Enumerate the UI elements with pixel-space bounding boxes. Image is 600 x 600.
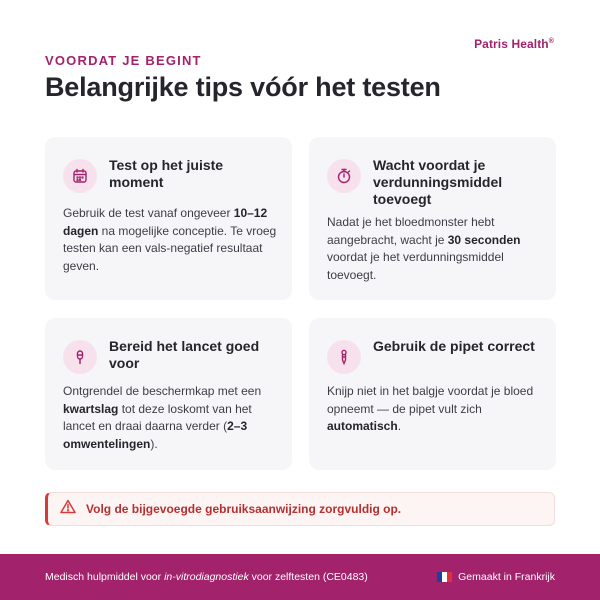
pipette-icon [327, 340, 361, 374]
footer [0, 554, 600, 600]
card-body: Gebruik de test vanaf ongeveer 10–12 dagen na mogelijke conceptie. Te vroeg testen kan een vals-negatief resultaat geven. [63, 206, 277, 273]
footer-origin [437, 571, 555, 583]
card-title: Test op het juiste moment [109, 157, 224, 190]
card-body: Nadat je het bloedmonster hebt aangebracht, wacht je 30 seconden voordat je het verdunningsmiddel toevoegt. [327, 215, 521, 282]
card-body: Knijp niet in het balgje voordat je bloed opneemt — de pipet vult zich automatisch. [327, 384, 534, 433]
highlight-quarter-turn: kwartslag [63, 401, 119, 416]
lancet-icon [63, 340, 97, 374]
tip-card-lancet [45, 318, 292, 470]
made-in-label: Gemaakt in Frankrijk [458, 571, 555, 583]
footer-regulatory-text: Medisch hulpmiddel voor in-vitrodiagnostiek voor zelftesten (CE0483) [45, 571, 368, 583]
registered-mark: ® [548, 38, 554, 45]
highlight-days: 10–12 dagen [63, 206, 268, 238]
eyebrow-label: VOORDAT JE BEGINT [45, 53, 202, 68]
tip-card-timing [45, 137, 292, 300]
brand-logo [474, 37, 554, 51]
highlight-automatic: automatisch [327, 419, 398, 433]
ivd-term: in-vitrodiagnostiek [164, 571, 249, 583]
highlight-rotations: 2–3 omwentelingen [63, 419, 248, 451]
card-title: Wacht voordat je verdunningsmiddel toevoegt [373, 157, 503, 207]
warning-triangle-icon [60, 499, 76, 519]
tip-card-wait [309, 137, 556, 300]
card-title: Bereid het lancet goed voor [109, 338, 260, 371]
warning-text: Volg de bijgevoegde gebruiksaanwijzing zorgvuldig op. [86, 502, 402, 516]
page-title: Belangrijke tips vóór het testen [45, 72, 441, 102]
card-title: Gebruik de pipet correct [373, 338, 535, 354]
france-flag-icon [437, 572, 452, 582]
highlight-seconds: 30 seconden [447, 232, 521, 247]
warning-banner [45, 492, 555, 526]
card-body: Ontgrendel de beschermkap met een kwartslag tot deze loskomt van het lancet en draai daarna verder (2–3 omwentelingen). [63, 384, 262, 451]
calendar-icon [63, 159, 97, 193]
tip-card-pipette [309, 318, 556, 470]
brand-name: Patris Health [474, 37, 549, 51]
stopwatch-icon [327, 159, 361, 193]
